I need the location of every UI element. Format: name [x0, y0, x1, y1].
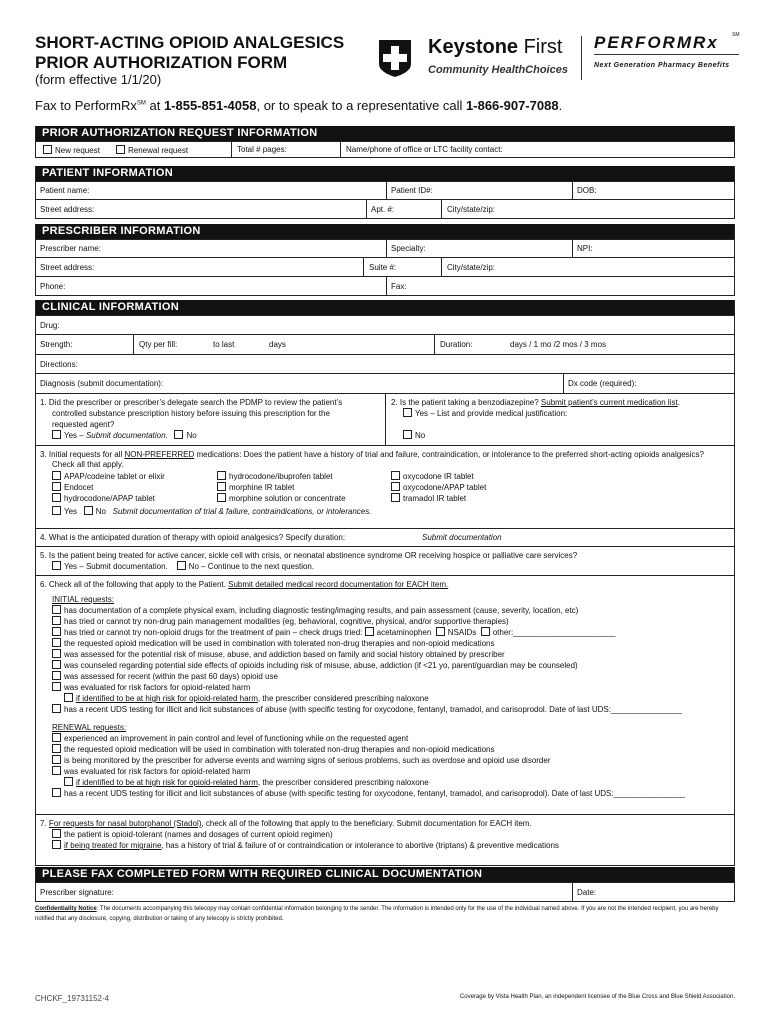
q3-line-1d: : Does the patient have a history of trial and failure, contraindication, or intolerance to the preferred short-acting opioids analgesics? [239, 450, 704, 459]
initial-item-checkbox[interactable] [52, 638, 61, 647]
q3-note: Submit documentation of trial & failure, contraindications, or intolerances. [112, 507, 372, 516]
keystone-brand-b: First [518, 36, 563, 58]
q3-opt-checkbox[interactable] [391, 482, 400, 491]
renewal-item-label: the requested opioid medication will be used in combination with tolerated non-drug therapies and non-opioid medications [64, 745, 495, 754]
npi-field[interactable]: NPI: [577, 244, 593, 253]
confidentiality-notice [35, 904, 735, 924]
effective-date: (form effective 1/1/20) [35, 72, 162, 87]
renewal-item-label: is being monitored by the prescriber for adverse events and warning signs of serious problems, such as overdose and opioid use disorder [64, 756, 551, 765]
initial-item-checkbox[interactable] [52, 605, 61, 614]
renewal-item-checkbox[interactable] [52, 766, 61, 775]
prescriber-section [35, 224, 735, 296]
q3-opt-tramadol-ir: tramadol IR tablet [403, 494, 467, 503]
fax-completed-header: PLEASE FAX COMPLETED FORM WITH REQUIRED CLINICAL DOCUMENTATION [36, 867, 734, 882]
renewal-naloxone-underlined: if identified to be at high risk for opioid-related harm [76, 778, 258, 787]
prescriber-name-field[interactable]: Prescriber name: [40, 244, 101, 253]
q3-opt-morphine-ir: morphine IR tablet [229, 483, 295, 492]
renewal-naloxone-rest: , the prescriber considered prescribing naloxone [257, 778, 429, 787]
q3-no-checkbox[interactable] [84, 506, 93, 515]
phone-field[interactable]: Phone: [40, 282, 66, 291]
initial-item-label: has tried or cannot try non-opioid drugs for the treatment of pain – check drugs tried: [64, 628, 363, 637]
phone-number: 1-866-907-7088 [466, 98, 559, 113]
renewal-item-label: was evaluated for risk factors for opioid-related harm [64, 767, 251, 776]
fax-mid: at [145, 98, 164, 113]
prescriber-row-2 [36, 257, 734, 276]
dx-code-field[interactable]: Dx code (required): [568, 379, 637, 388]
performrx-tagline: Next Generation Pharmacy Benefits [594, 62, 730, 69]
duration-options: days / 1 mo /2 mos / 3 mos [510, 340, 607, 349]
q1-line-3: requested agent? [52, 420, 115, 429]
initial-naloxone-rest: , the prescriber considered prescribing naloxone [257, 694, 429, 703]
prescriber-signature-field[interactable]: Prescriber signature: [40, 888, 114, 897]
patient-id-field[interactable]: Patient ID#: [391, 186, 433, 195]
initial-item-label: was evaluated for risk factors for opioid-related harm [64, 683, 251, 692]
performrx-rule [594, 54, 739, 55]
fax-end: . [558, 98, 563, 113]
clinical-section [35, 300, 735, 866]
q3-opt-checkbox[interactable] [217, 471, 226, 480]
q2-no-label: No [415, 431, 426, 440]
q3-no-label: No [95, 507, 106, 516]
diagnosis-field[interactable]: Diagnosis (submit documentation): [40, 379, 164, 388]
q3-opt-checkbox[interactable] [217, 493, 226, 502]
logo-divider [581, 36, 582, 80]
prescriber-row-3 [36, 276, 734, 295]
renewal-uds-label: has a recent UDS testing for illicit and licit substances of abuse (with specific testing for oxycodone, fentanyl, tramadol, and carisoprodol). Date of last UDS:________________ [64, 789, 685, 798]
nsaids-label: NSAIDs [447, 628, 477, 637]
initial-item-label: was assessed for recent (within the past 60 days) opioid use [64, 672, 278, 681]
initial-item-checkbox[interactable] [52, 682, 61, 691]
q6-text: 6. Check all of the following that apply to the Patient. [40, 580, 229, 589]
q3-yes-label: Yes [64, 507, 78, 516]
q3-opt-checkbox[interactable] [52, 482, 61, 491]
initial-naloxone-checkbox[interactable] [64, 693, 73, 702]
q3-non-preferred: NON-PREFERRED [124, 450, 195, 459]
initial-uds-checkbox[interactable] [52, 704, 61, 713]
prior-auth-header: PRIOR AUTHORIZATION REQUEST INFORMATION [36, 126, 734, 141]
q5-no-label: No – Continue to the next question. [188, 562, 315, 571]
patient-row-1 [36, 181, 734, 199]
q7-migraine-underlined: if being treated for migraine [64, 841, 162, 850]
patient-section [35, 166, 735, 219]
q2-yes-checkbox[interactable] [403, 408, 412, 417]
initial-item-label: the requested opioid medication will be used in combination with tolerated non-drug therapies and non-opioid medications [64, 639, 495, 648]
prescriber-header: PRESCRIBER INFORMATION [36, 224, 734, 239]
q7-row [36, 814, 734, 855]
initial-item-checkbox[interactable] [52, 671, 61, 680]
q3-opt-checkbox[interactable] [217, 482, 226, 491]
initial-item-label: was assessed for the potential risk of misuse, abuse, and addiction based on family and social history obtained by prescriber [64, 650, 505, 659]
keystone-brand [428, 36, 562, 59]
renewal-uds-checkbox[interactable] [52, 788, 61, 797]
form-id: CHCKF_19731152-4 [35, 994, 110, 1003]
q7-item-checkbox[interactable] [52, 829, 61, 838]
patient-header: PATIENT INFORMATION [36, 166, 734, 181]
prior-auth-row [36, 141, 734, 157]
total-pages-field[interactable]: Total # pages: [237, 145, 287, 154]
q3-opt-oxycodone-ir: oxycodone IR tablet [403, 472, 474, 481]
strength-row [36, 334, 734, 354]
other-label: other:_______________________ [492, 628, 616, 637]
q3-yes-checkbox[interactable] [52, 506, 61, 515]
confidentiality-label: Confidentiality Notice [35, 906, 97, 912]
q3-opt-morphine-solution: morphine solution or concentrate [229, 494, 346, 503]
q5-yes-label: Yes – Submit documentation. [64, 562, 168, 571]
q3-opt-endocet: Endocet [64, 483, 94, 492]
q2-line-1: 2. Is the patient taking a benzodiazepine? [391, 398, 539, 407]
q1-line-2: controlled substance prescription history before issuing this prescription for the [52, 409, 330, 418]
renewal-requests-heading: RENEWAL requests: [52, 723, 127, 732]
q5-yes-checkbox[interactable] [52, 561, 61, 570]
q1-no-label: No [186, 431, 197, 440]
q7-text: , check all of the following that apply to the beneficiary. Submit documentation for EACH item. [201, 819, 532, 828]
q3-opt-checkbox[interactable] [52, 493, 61, 502]
initial-item-label: has tried or cannot try non-drug pain management modalities (eg, behavioral, cognitive, physical, and/or supportive therapies) [64, 617, 509, 626]
keystone-subbrand: Community HealthChoices [428, 64, 568, 76]
directions-field[interactable]: Directions: [40, 360, 78, 369]
patient-street-field[interactable]: Street address: [40, 205, 95, 214]
q7-item-rest: , has a history of trial & failure of or contraindication or intolerance to abortive (triptans) & preventive medications [161, 841, 559, 850]
fax-sm: SM [136, 100, 146, 107]
q1-no-checkbox[interactable] [174, 430, 183, 439]
prior-auth-section [35, 126, 735, 158]
q1-yes-checkbox[interactable] [52, 430, 61, 439]
renewal-naloxone-checkbox[interactable] [64, 777, 73, 786]
q2-med-list-link: Submit patient’s current medication list [540, 398, 678, 407]
patient-apt-field[interactable]: Apt. #: [371, 205, 395, 214]
patient-city-field[interactable]: City/state/zip: [447, 205, 496, 214]
keystone-brand-a: Keystone [428, 36, 519, 58]
dob-field[interactable]: DOB: [577, 186, 597, 195]
q1-line-1: 1. Did the prescriber or prescriber’s delegate search the PDMP to review the patient’s [40, 398, 343, 407]
new-request-label: New request [55, 146, 100, 155]
q3-opt-oxycodone-apap: oxycodone/APAP tablet [403, 483, 487, 492]
q5-row [36, 546, 734, 575]
performrx-sm: SM [732, 32, 740, 38]
fax-instructions [35, 98, 562, 113]
q3-line-1a: 3. Initial requests for all [40, 450, 125, 459]
fax-field[interactable]: Fax: [391, 282, 407, 291]
initial-requests-heading: INITIAL requests: [52, 595, 114, 604]
renewal-item-checkbox[interactable] [52, 755, 61, 764]
q4-text: 4. What is the anticipated duration of therapy with opioid analgesics? Specify duration: [40, 533, 346, 542]
clinical-header: CLINICAL INFORMATION [36, 300, 734, 315]
renewal-request-checkbox[interactable] [116, 145, 125, 154]
q2-no-checkbox[interactable] [403, 430, 412, 439]
q3-opt-hydrocodone-apap: hydrocodone/APAP tablet [64, 494, 155, 503]
specialty-field[interactable]: Specialty: [391, 244, 426, 253]
q3-opt-checkbox[interactable] [391, 471, 400, 480]
q1-yes-label: Yes – [64, 431, 84, 440]
patient-row-2 [36, 199, 734, 218]
initial-uds-label: has a recent UDS testing for illicit and licit substances of abuse (with specific testing for oxycodone, fentanyl, tramadol, and carisoprodol. Date of last UDS:________________ [64, 705, 683, 714]
q1-q2-row [36, 393, 734, 445]
q1-yes-note: Submit documentation. [85, 431, 168, 440]
q4-note: Submit documentation [422, 533, 502, 542]
confidentiality-text: : The documents accompanying this telecopy may contain confidential information belonging to the sender. The information is intended only for the use of the individual named above. If you are not the intended recipient, you are hereby notified that any disclosure, copying, distribution or taking of any telecopy is strictly prohibited. [35, 906, 719, 922]
renewal-request-label: Renewal request [128, 146, 189, 155]
initial-item-label: was counseled regarding potential side effects of opioids including risk of misuse, abuse, addiction (if <21 yo, parent/guardian may be counseled) [64, 661, 578, 670]
days-label: days [269, 340, 286, 349]
initial-item-label: has documentation of a complete physical exam, including diagnostic testing/imaging results, and pain assessment (cause, severity, location, etc) [64, 606, 579, 615]
title-line-2: PRIOR AUTHORIZATION FORM [35, 53, 288, 72]
initial-item-checkbox[interactable] [52, 627, 61, 636]
suite-field[interactable]: Suite #: [369, 263, 397, 272]
keystone-cross-logo [376, 38, 414, 78]
drug-field[interactable]: Drug: [40, 321, 60, 330]
diagnosis-row [36, 373, 734, 393]
prescriber-street-field[interactable]: Street address: [40, 263, 95, 272]
patient-name-field[interactable]: Patient name: [40, 186, 90, 195]
prescriber-city-field[interactable]: City/state/zip: [447, 263, 496, 272]
coverage-note: Coverage by Vista Health Plan, an independent licensee of the Blue Cross and Blue Shield Association. [459, 994, 735, 1000]
contact-field[interactable]: Name/phone of office or LTC facility contact: [346, 145, 503, 154]
renewal-item-label: experienced an improvement in pain control and level of functioning while on the requested agent [64, 734, 409, 743]
q2-line-1-end: . [677, 398, 680, 407]
prescriber-row-1 [36, 239, 734, 257]
performrx-logo: PERFORMRx [594, 33, 719, 52]
other-checkbox[interactable] [481, 627, 490, 636]
duration-field[interactable]: Duration: [440, 340, 473, 349]
strength-field[interactable]: Strength: [40, 340, 73, 349]
q3-opt-checkbox[interactable] [52, 471, 61, 480]
q5-text: 5. Is the patient being treated for active cancer, sickle cell with crisis, or neonatal abstinence syndrome OR receiving hospice or palliative care services? [40, 551, 578, 560]
q6-submit-note: Submit detailed medical record documentation for EACH item. [228, 580, 449, 589]
q3-line-2: Check all that apply. [52, 460, 124, 469]
q2-yes-label: Yes – List and provide medical justification: [415, 409, 568, 418]
q7-number: 7. [40, 819, 49, 828]
fax-number: 1-855-851-4058 [163, 98, 257, 113]
drug-row [36, 315, 734, 334]
q6-row [36, 575, 734, 814]
renewal-item-checkbox[interactable] [52, 744, 61, 753]
initial-naloxone-underlined: if identified to be at high risk for opioid-related harm [76, 694, 258, 703]
signature-row [36, 882, 734, 901]
q3-opt-apap-codeine: APAP/codeine tablet or elixir [64, 472, 165, 481]
initial-item-checkbox[interactable] [52, 616, 61, 625]
to-last-label: to last [213, 340, 235, 349]
date-field[interactable]: Date: [577, 888, 597, 897]
q7-item-checkbox[interactable] [52, 840, 61, 849]
acetaminophen-label: acetaminophen [376, 628, 432, 637]
q7-item-label: the patient is opioid-tolerant (names and dosages of current opioid regimen) [64, 830, 333, 839]
q3-opt-hydrocodone-ibuprofen: hydrocodone/ibuprofen tablet [229, 472, 333, 481]
q7-butorphanol: For requests for nasal butorphanol (Stadol) [48, 819, 202, 828]
new-request-checkbox[interactable] [43, 145, 52, 154]
nsaids-checkbox[interactable] [436, 627, 445, 636]
title-line-1: SHORT-ACTING OPIOID ANALGESICS [35, 33, 345, 52]
fax-pre: Fax to PerformRx [35, 98, 137, 113]
form-title [35, 33, 375, 73]
q5-no-checkbox[interactable] [177, 561, 186, 570]
renewal-item-checkbox[interactable] [52, 733, 61, 742]
fax-mid2: , or to speak to a representative call [256, 98, 467, 113]
q3-line-1c: medications [194, 450, 240, 459]
q4-row [36, 528, 734, 546]
initial-item-checkbox[interactable] [52, 660, 61, 669]
directions-row [36, 354, 734, 373]
signature-section [35, 867, 735, 902]
q3-row [36, 445, 734, 528]
acetaminophen-checkbox[interactable] [365, 627, 374, 636]
qty-field[interactable]: Qty per fill: [139, 340, 178, 349]
q3-opt-checkbox[interactable] [391, 493, 400, 502]
initial-item-checkbox[interactable] [52, 649, 61, 658]
